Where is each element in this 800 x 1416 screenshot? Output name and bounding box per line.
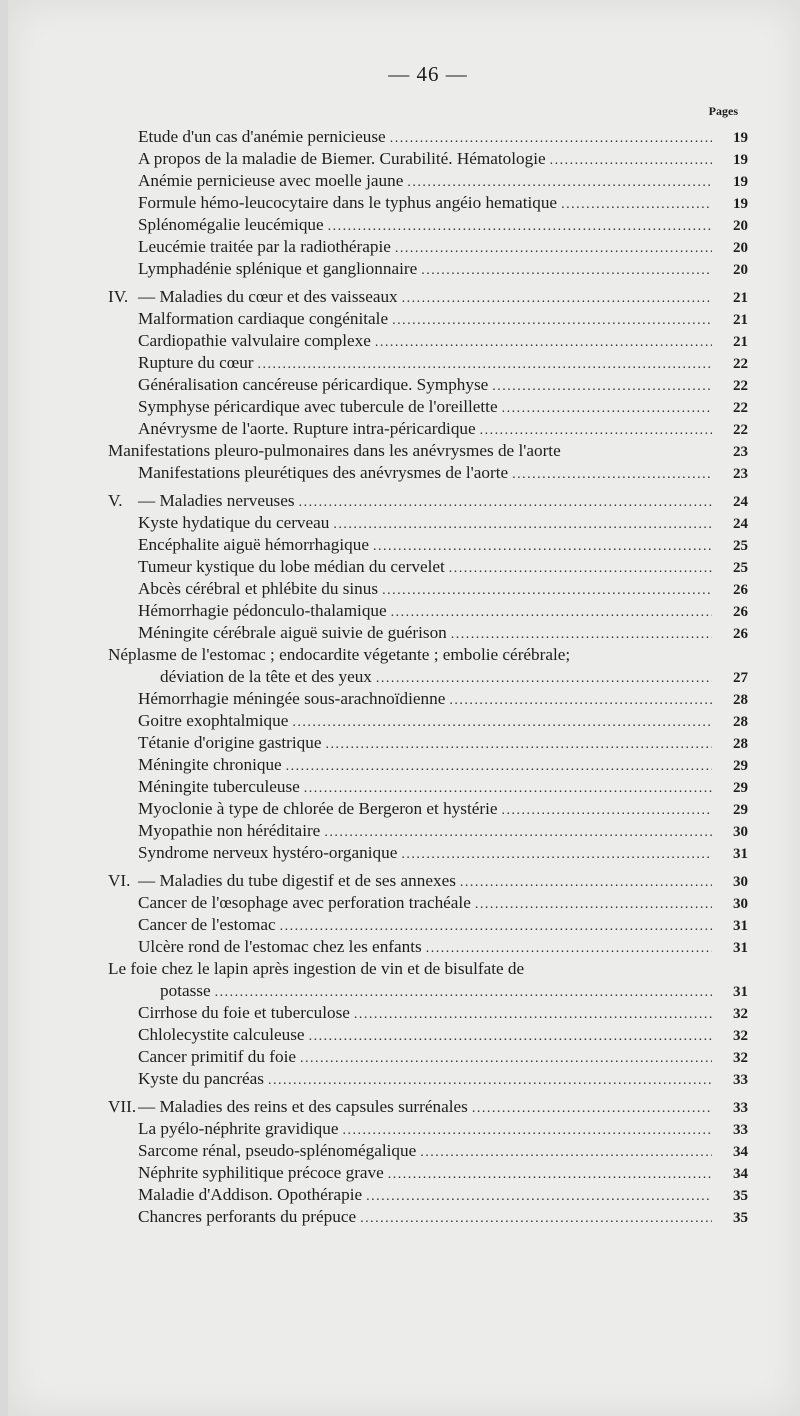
pages-column-label: Pages xyxy=(708,104,738,118)
dot-leader xyxy=(309,1026,712,1046)
entry-title: Hémorrhagie pédonculo-thalamique xyxy=(138,601,387,620)
entry-page-number: 32 xyxy=(733,1028,748,1044)
entry-title: Goitre exophtalmique xyxy=(138,711,289,730)
entry-page-number: 25 xyxy=(733,560,748,576)
dot-leader xyxy=(460,872,712,892)
dot-leader xyxy=(268,1070,712,1090)
dot-leader xyxy=(382,580,712,600)
entry-page-number: 26 xyxy=(733,626,748,642)
toc-entry xyxy=(108,556,748,578)
dot-leader xyxy=(390,128,712,148)
entry-title: Kyste du pancréas xyxy=(138,1069,264,1088)
toc-entry xyxy=(108,1002,748,1024)
entry-title: Myoclonie à type de chlorée de Bergeron et hystérie xyxy=(138,799,498,818)
entry-title: Etude d'un cas d'anémie pernicieuse xyxy=(138,127,386,146)
dot-leader xyxy=(407,172,712,192)
dot-leader xyxy=(475,894,712,914)
entry-title: Chancres perforants du prépuce xyxy=(138,1207,357,1226)
toc-entry xyxy=(108,688,748,710)
entry-page-number: 22 xyxy=(733,378,748,394)
toc-entry xyxy=(108,308,748,330)
toc-entry xyxy=(108,236,748,258)
entry-page-number: 28 xyxy=(733,692,748,708)
entry-page-number: 23 xyxy=(733,466,748,482)
entry-page-number: 22 xyxy=(733,422,748,438)
entry-page-number: 22 xyxy=(733,400,748,416)
page-number: — 46 — xyxy=(388,62,468,86)
toc-entry xyxy=(108,578,748,600)
entry-title: Néplasme de l'estomac ; endocardite végetante ; embolie cérébrale; xyxy=(108,645,571,664)
toc-entry xyxy=(108,754,748,776)
dot-leader xyxy=(333,514,712,534)
toc-entry xyxy=(108,214,748,236)
dot-leader xyxy=(402,288,712,308)
toc-entry xyxy=(108,170,748,192)
entry-title: La pyélo-néphrite gravidique xyxy=(138,1119,339,1138)
entry-page-number: 19 xyxy=(733,152,748,168)
dot-leader xyxy=(304,778,712,798)
toc-entry xyxy=(108,710,748,732)
toc-section-heading xyxy=(108,286,748,308)
toc-entry xyxy=(108,512,748,534)
toc-entry xyxy=(108,396,748,418)
dot-leader xyxy=(480,420,712,440)
entry-page-number: 34 xyxy=(733,1166,748,1182)
toc-entry xyxy=(108,732,748,754)
dot-leader xyxy=(451,624,712,644)
toc-entry xyxy=(108,1024,748,1046)
entry-page-number: 26 xyxy=(733,604,748,620)
entry-title: Myopathie non héréditaire xyxy=(138,821,321,840)
dot-leader xyxy=(326,734,713,754)
section-number: V. xyxy=(108,491,123,510)
dot-leader xyxy=(280,916,712,936)
dot-leader xyxy=(391,602,712,622)
dot-leader xyxy=(426,938,712,958)
entry-page-number: 34 xyxy=(733,1144,748,1160)
toc-entry xyxy=(108,1184,748,1206)
entry-title: Hémorrhagie méningée sous-arachnoïdienne xyxy=(138,689,446,708)
entry-page-number: 19 xyxy=(733,196,748,212)
entry-title: Manifestations pleuro-pulmonaires dans les anévrysmes de l'aorte xyxy=(108,441,561,460)
entry-title: — Maladies nerveuses xyxy=(138,491,295,510)
entry-title: Encéphalite aiguë hémorrhagique xyxy=(138,535,369,554)
entry-page-number: 20 xyxy=(733,262,748,278)
dot-leader xyxy=(328,216,712,236)
entry-title: A propos de la maladie de Biemer. Curabilité. Hématologie xyxy=(138,149,546,168)
entry-title: Manifestations pleurétiques des anévrysmes de l'aorte xyxy=(138,463,509,482)
entry-title: Cardiopathie valvulaire complexe xyxy=(138,331,371,350)
dot-leader xyxy=(502,398,712,418)
entry-title: déviation de la tête et des yeux xyxy=(160,667,372,686)
toc-section-heading xyxy=(108,490,748,512)
toc-entry xyxy=(108,1162,748,1184)
entry-page-number: 31 xyxy=(733,940,748,956)
entry-page-number: 26 xyxy=(733,582,748,598)
entry-title: Formule hémo-leucocytaire dans le typhus angéio hematique xyxy=(138,193,558,212)
entry-title: Généralisation cancéreuse péricardique. Symphyse xyxy=(138,375,489,394)
table-of-contents xyxy=(108,126,748,1228)
dot-leader xyxy=(395,238,712,258)
entry-title: Rupture du cœur xyxy=(138,353,254,372)
entry-title: Méningite tuberculeuse xyxy=(138,777,300,796)
toc-entry xyxy=(108,352,748,374)
dot-leader xyxy=(299,492,712,512)
entry-page-number: 33 xyxy=(733,1122,748,1138)
document-page xyxy=(8,0,800,1416)
toc-entry xyxy=(108,622,748,644)
entry-page-number: 21 xyxy=(733,312,748,328)
toc-entry xyxy=(108,980,748,1002)
dot-leader xyxy=(375,332,712,352)
dot-leader xyxy=(421,260,712,280)
entry-title: Méningite cérébrale aiguë suivie de guérison xyxy=(138,623,447,642)
entry-page-number: 21 xyxy=(733,334,748,350)
entry-page-number: 20 xyxy=(733,218,748,234)
entry-page-number: 30 xyxy=(733,896,748,912)
entry-page-number: 24 xyxy=(733,516,748,532)
toc-entry xyxy=(108,1118,748,1140)
entry-title: potasse xyxy=(160,981,211,1000)
dot-leader xyxy=(360,1208,712,1228)
entry-page-number: 31 xyxy=(733,918,748,934)
dot-leader xyxy=(292,712,712,732)
dot-leader xyxy=(472,1098,712,1118)
dot-leader xyxy=(449,558,712,578)
section-number: VI. xyxy=(108,871,131,890)
toc-entry xyxy=(108,462,748,484)
entry-page-number: 25 xyxy=(733,538,748,554)
dot-leader xyxy=(342,1120,712,1140)
entry-title: Kyste hydatique du cerveau xyxy=(138,513,330,532)
dot-leader xyxy=(401,844,712,864)
toc-entry xyxy=(108,776,748,798)
entry-page-number: 24 xyxy=(733,494,748,510)
entry-page-number: 30 xyxy=(733,824,748,840)
dot-leader xyxy=(354,1004,712,1024)
dot-leader xyxy=(420,1142,712,1162)
entry-title: — Maladies du tube digestif et de ses annexes xyxy=(138,871,456,890)
entry-page-number: 32 xyxy=(733,1006,748,1022)
toc-entry xyxy=(108,1206,748,1228)
entry-title: — Maladies des reins et des capsules surrénales xyxy=(138,1097,468,1116)
toc-entry xyxy=(108,820,748,842)
entry-title: Leucémie traitée par la radiothérapie xyxy=(138,237,391,256)
toc-entry xyxy=(108,330,748,352)
entry-page-number: 28 xyxy=(733,736,748,752)
dot-leader xyxy=(492,376,712,396)
entry-page-number: 35 xyxy=(733,1210,748,1226)
dot-leader xyxy=(300,1048,712,1068)
dot-leader xyxy=(366,1186,712,1206)
entry-page-number: 31 xyxy=(733,846,748,862)
entry-title: Cirrhose du foie et tuberculose xyxy=(138,1003,350,1022)
toc-entry xyxy=(108,192,748,214)
toc-entry xyxy=(108,798,748,820)
toc-entry xyxy=(108,892,748,914)
entry-title: Le foie chez le lapin après ingestion de vin et de bisulfate de xyxy=(108,959,525,978)
entry-page-number: 20 xyxy=(733,240,748,256)
toc-entry xyxy=(108,1140,748,1162)
entry-page-number: 30 xyxy=(733,874,748,890)
entry-title: Syndrome nerveux hystéro-organique xyxy=(138,843,398,862)
dot-leader xyxy=(376,668,712,688)
entry-page-number: 33 xyxy=(733,1100,748,1116)
entry-page-number: 28 xyxy=(733,714,748,730)
entry-title: Méningite chronique xyxy=(138,755,282,774)
entry-page-number: 27 xyxy=(733,670,748,686)
entry-title: Cancer de l'œsophage avec perforation trachéale xyxy=(138,893,471,912)
entry-page-number: 23 xyxy=(733,444,748,460)
dot-leader xyxy=(392,310,712,330)
toc-entry xyxy=(108,842,748,864)
toc-section-heading xyxy=(108,1096,748,1118)
entry-title: Malformation cardiaque congénitale xyxy=(138,309,389,328)
dot-leader xyxy=(388,1164,712,1184)
toc-entry xyxy=(108,914,748,936)
entry-page-number: 19 xyxy=(733,174,748,190)
entry-page-number: 35 xyxy=(733,1188,748,1204)
section-number: VII. xyxy=(108,1097,137,1116)
dot-leader xyxy=(324,822,712,842)
entry-page-number: 29 xyxy=(733,758,748,774)
toc-entry xyxy=(108,418,748,440)
entry-title: Splénomégalie leucémique xyxy=(138,215,324,234)
dot-leader xyxy=(286,756,712,776)
toc-entry xyxy=(108,126,748,148)
dot-leader xyxy=(258,354,712,374)
toc-entry xyxy=(108,644,748,666)
dot-leader xyxy=(449,690,712,710)
toc-entry xyxy=(108,258,748,280)
dot-leader xyxy=(561,194,712,214)
entry-title: — Maladies du cœur et des vaisseaux xyxy=(138,287,398,306)
dot-leader xyxy=(502,800,712,820)
entry-title: Cancer primitif du foie xyxy=(138,1047,296,1066)
entry-page-number: 29 xyxy=(733,780,748,796)
dot-leader xyxy=(550,150,712,170)
toc-entry xyxy=(108,1068,748,1090)
toc-entry xyxy=(108,1046,748,1068)
entry-page-number: 33 xyxy=(733,1072,748,1088)
entry-page-number: 29 xyxy=(733,802,748,818)
entry-title: Anévrysme de l'aorte. Rupture intra-péricardique xyxy=(138,419,476,438)
entry-title: Maladie d'Addison. Opothérapie xyxy=(138,1185,363,1204)
dot-leader xyxy=(373,536,712,556)
entry-title: Tumeur kystique du lobe médian du cervelet xyxy=(138,557,445,576)
dot-leader xyxy=(215,982,712,1002)
entry-title: Abcès cérébral et phlébite du sinus xyxy=(138,579,379,598)
entry-title: Symphyse péricardique avec tubercule de l'oreillette xyxy=(138,397,498,416)
entry-page-number: 21 xyxy=(733,290,748,306)
entry-title: Tétanie d'origine gastrique xyxy=(138,733,322,752)
entry-title: Lymphadénie splénique et ganglionnaire xyxy=(138,259,418,278)
toc-entry xyxy=(108,374,748,396)
entry-title: Sarcome rénal, pseudo-splénomégalique xyxy=(138,1141,417,1160)
entry-page-number: 32 xyxy=(733,1050,748,1066)
entry-title: Néphrite syphilitique précoce grave xyxy=(138,1163,384,1182)
toc-entry xyxy=(108,440,748,462)
entry-page-number: 22 xyxy=(733,356,748,372)
toc-entry xyxy=(108,600,748,622)
dot-leader xyxy=(512,464,712,484)
section-number: IV. xyxy=(108,287,129,306)
toc-section-heading xyxy=(108,870,748,892)
toc-entry xyxy=(108,148,748,170)
entry-title: Chlolecystite calculeuse xyxy=(138,1025,305,1044)
toc-entry xyxy=(108,534,748,556)
entry-title: Anémie pernicieuse avec moelle jaune xyxy=(138,171,404,190)
toc-entry xyxy=(108,936,748,958)
toc-entry xyxy=(108,958,748,980)
toc-entry xyxy=(108,666,748,688)
entry-title: Cancer de l'estomac xyxy=(138,915,276,934)
entry-page-number: 19 xyxy=(733,130,748,146)
entry-title: Ulcère rond de l'estomac chez les enfants xyxy=(138,937,422,956)
entry-page-number: 31 xyxy=(733,984,748,1000)
